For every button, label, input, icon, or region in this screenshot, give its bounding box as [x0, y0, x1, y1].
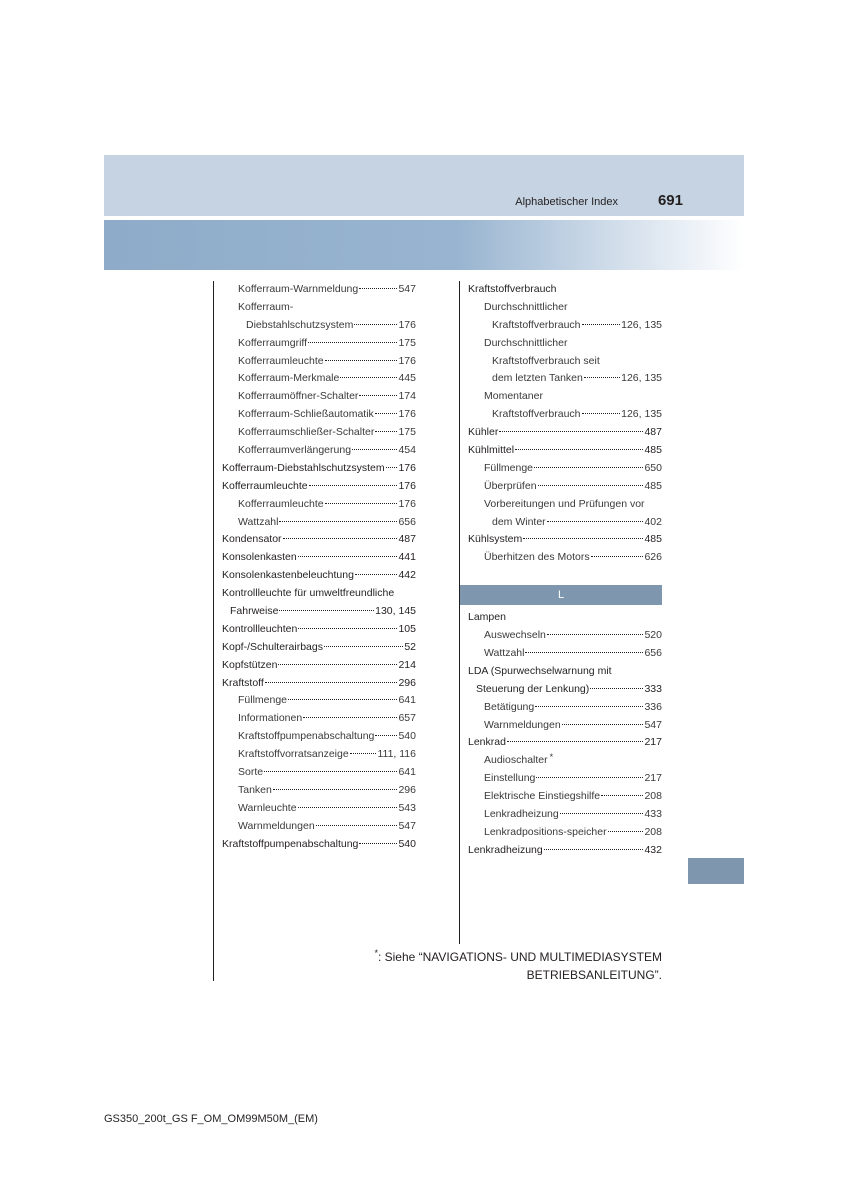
page-reference: 641	[398, 766, 416, 779]
index-entry	[222, 442, 416, 460]
page-reference: 656	[398, 515, 416, 528]
index-term: dem letzten Tanken	[492, 372, 583, 385]
footnote-star: *	[549, 752, 554, 763]
page-reference: 485	[644, 444, 662, 457]
index-term: Kühler	[468, 426, 499, 439]
index-entry	[468, 549, 662, 567]
index-entry	[222, 424, 416, 442]
page-reference: 547	[398, 819, 416, 832]
index-term: Kofferraumgriff	[238, 336, 308, 349]
footnote	[330, 944, 662, 984]
page-reference: 540	[398, 837, 416, 850]
dot-leader	[264, 771, 397, 772]
left-column-rule	[213, 281, 214, 981]
dot-leader	[308, 342, 397, 343]
index-term: Kontrollleuchte für umweltfreundliche	[222, 587, 395, 600]
page-reference: 208	[644, 825, 662, 838]
dot-leader	[591, 556, 644, 557]
index-entry	[468, 442, 662, 460]
index-group-l	[468, 609, 662, 859]
index-term: Lenkradheizung	[468, 843, 543, 856]
index-entry	[222, 281, 416, 299]
index-entry	[222, 353, 416, 371]
page-reference: 336	[644, 700, 662, 713]
index-term: Warnleuchte	[238, 801, 297, 814]
section-title: Alphabetischer Index	[515, 196, 618, 208]
index-entry	[222, 818, 416, 836]
index-term: Tanken	[238, 783, 272, 796]
page-reference: 176	[398, 461, 416, 474]
index-entry	[468, 514, 662, 532]
index-term: Kofferraumleuchte	[238, 354, 324, 367]
index-entry	[222, 728, 416, 746]
index-column-left	[222, 281, 416, 854]
page-reference: 487	[644, 426, 662, 439]
index-entry	[222, 370, 416, 388]
index-term: Kraftstoffverbrauch	[492, 408, 581, 421]
page-reference: 52	[404, 640, 416, 653]
dot-leader	[386, 467, 398, 468]
index-term: Elektrische Einstiegshilfe	[484, 790, 601, 803]
index-column-right	[468, 281, 662, 860]
page-reference: 130, 145	[375, 605, 416, 618]
dot-leader	[298, 628, 397, 629]
index-entry	[468, 281, 662, 299]
index-term: Kofferraumleuchte	[222, 479, 308, 492]
index-entry	[468, 681, 662, 699]
index-entry	[222, 531, 416, 549]
index-entry	[222, 388, 416, 406]
page-reference: 174	[398, 390, 416, 403]
dot-leader	[375, 431, 397, 432]
page-reference: 432	[644, 843, 662, 856]
page-reference: 175	[398, 336, 416, 349]
dot-leader	[325, 360, 398, 361]
index-term: Konsolenkasten	[222, 551, 297, 564]
dot-leader	[547, 634, 644, 635]
page-reference: 547	[644, 718, 662, 731]
index-entry	[222, 746, 416, 764]
dot-leader	[535, 706, 643, 707]
index-entry	[222, 675, 416, 693]
page-reference: 540	[398, 730, 416, 743]
index-entry	[222, 460, 416, 478]
page-reference: 296	[398, 783, 416, 796]
index-entry	[468, 353, 662, 371]
index-entry	[222, 764, 416, 782]
page-number: 691	[657, 192, 683, 209]
index-entry	[222, 406, 416, 424]
page-reference: 485	[644, 479, 662, 492]
index-term: Fahrweise	[230, 605, 279, 618]
page-reference: 176	[398, 408, 416, 421]
page-reference: 111, 116	[377, 748, 416, 761]
index-entry	[468, 770, 662, 788]
dot-leader	[359, 288, 397, 289]
index-entry	[468, 788, 662, 806]
dot-leader	[525, 652, 643, 653]
letter-section-band: L	[460, 585, 662, 605]
page-reference: 641	[398, 694, 416, 707]
index-term: Steuerung der Lenkung)	[476, 682, 590, 695]
page-reference: 520	[644, 629, 662, 642]
index-group-k	[468, 281, 662, 567]
dot-leader	[359, 395, 397, 396]
index-entry	[468, 478, 662, 496]
page-reference: 626	[644, 551, 662, 564]
index-entry	[222, 514, 416, 532]
index-term: Kraftstoffverbrauch	[468, 283, 557, 295]
index-entry	[222, 317, 416, 335]
dot-leader	[375, 413, 398, 414]
footnote-marker: *	[374, 948, 378, 958]
index-entry	[222, 782, 416, 800]
index-term: Kofferraumleuchte	[238, 497, 324, 510]
index-entry	[468, 717, 662, 735]
dot-leader	[590, 688, 643, 689]
page-reference: 296	[398, 676, 416, 689]
index-term: LDA (Spurwechselwarnung mit	[468, 664, 612, 677]
index-term: Lampen	[468, 611, 506, 624]
dot-leader	[544, 849, 644, 850]
dot-leader	[547, 521, 644, 522]
chapter-tab	[688, 858, 744, 884]
index-entry	[222, 710, 416, 728]
index-term: dem Winter	[492, 515, 546, 528]
index-term: Kraftstoff	[222, 676, 264, 689]
dot-leader	[283, 538, 398, 539]
index-entry	[468, 824, 662, 842]
index-term: Betätigung	[484, 700, 535, 713]
page-reference: 485	[644, 533, 662, 546]
index-entry	[468, 627, 662, 645]
dot-leader	[350, 753, 377, 754]
index-entry	[468, 388, 662, 406]
index-term: Diebstahlschutzsystem	[246, 318, 354, 331]
page-reference: 433	[644, 808, 662, 821]
dot-leader	[562, 724, 644, 725]
dot-leader	[340, 377, 397, 378]
index-entry	[468, 424, 662, 442]
dot-leader	[359, 843, 397, 844]
dot-leader	[352, 449, 397, 450]
index-term: Durchschnittlicher	[484, 336, 568, 349]
index-entry	[468, 531, 662, 549]
page-reference: 126, 135	[621, 318, 662, 331]
index-term: Kofferraumöffner-Schalter	[238, 390, 359, 403]
index-entry	[222, 299, 416, 317]
index-term: Kraftstoffvorratsanzeige	[238, 748, 349, 761]
dot-leader	[265, 682, 398, 683]
dot-leader	[273, 789, 398, 790]
page-reference: 126, 135	[621, 372, 662, 385]
index-entry	[222, 836, 416, 854]
index-entry	[222, 585, 416, 603]
index-term: Wattzahl	[238, 515, 279, 528]
page-reference: 657	[398, 712, 416, 725]
index-term: Füllmenge	[484, 461, 534, 474]
page-reference: 543	[398, 801, 416, 814]
index-entry	[222, 603, 416, 621]
index-entry	[222, 549, 416, 567]
index-term: Wattzahl	[484, 647, 525, 660]
index-entry	[222, 800, 416, 818]
dot-leader	[582, 413, 621, 414]
page-reference: 105	[398, 622, 416, 635]
index-entry	[468, 299, 662, 317]
index-term: Kopf-/Schulterairbags	[222, 640, 323, 653]
index-term: Durchschnittlicher	[484, 300, 568, 313]
footnote-line-1: : Siehe “NAVIGATIONS- UND MULTIMEDIASYSTEM	[377, 950, 662, 964]
index-entry	[222, 692, 416, 710]
dot-leader	[523, 538, 643, 539]
index-term: Kofferraumverlängerung	[238, 444, 352, 457]
index-term: Kondensator	[222, 533, 282, 546]
index-entry	[222, 567, 416, 585]
index-term: Lenkradheizung	[484, 808, 559, 821]
index-term: Lenkradpositions-speicher	[484, 825, 607, 838]
dot-leader	[278, 664, 397, 665]
page-reference: 441	[398, 551, 416, 564]
dot-leader	[279, 521, 397, 522]
index-term: Kofferraumschließer-Schalter	[238, 426, 375, 439]
index-entry	[468, 370, 662, 388]
page-reference: 176	[398, 354, 416, 367]
footnote-line-2: BETRIEBSANLEITUNG”.	[526, 968, 662, 982]
index-entry	[468, 609, 662, 627]
index-term: Kopfstützen	[222, 658, 278, 671]
index-entry	[468, 645, 662, 663]
index-entry	[468, 496, 662, 514]
dot-leader	[298, 556, 398, 557]
index-entry	[468, 317, 662, 335]
dot-leader	[316, 825, 398, 826]
index-term: Sorte	[238, 766, 264, 779]
index-term: Kühlsystem	[468, 533, 523, 546]
index-term: Kofferraum-Warnmeldung	[238, 283, 359, 295]
index-term: Vorbereitungen und Prüfungen vor	[484, 497, 645, 510]
index-term: Kraftstoffverbrauch seit	[492, 354, 600, 367]
dot-leader	[584, 377, 620, 378]
index-term: Kühlmittel	[468, 444, 515, 457]
page-reference: 656	[644, 647, 662, 660]
index-term: Kofferraum-Diebstahlschutzsystem	[222, 461, 385, 474]
index-term: Kofferraum-	[238, 300, 294, 313]
index-term: Kraftstoffverbrauch	[492, 318, 581, 331]
index-term: Kontrollleuchten	[222, 622, 298, 635]
page-reference: 442	[398, 569, 416, 582]
dot-leader	[534, 467, 643, 468]
dot-leader	[601, 795, 643, 796]
index-entry	[222, 335, 416, 353]
page-reference: 176	[398, 497, 416, 510]
index-term: Auswechseln	[484, 629, 546, 642]
index-entry	[468, 752, 662, 770]
page-reference: 217	[644, 772, 662, 785]
dot-leader	[298, 807, 398, 808]
index-entry	[222, 657, 416, 675]
page-reference: 126, 135	[621, 408, 662, 421]
index-entry	[468, 663, 662, 681]
index-entry	[222, 639, 416, 657]
index-term: Warnmeldungen	[238, 819, 315, 832]
dot-leader	[279, 610, 374, 611]
index-entry	[468, 734, 662, 752]
dot-leader	[375, 735, 397, 736]
index-entry	[468, 460, 662, 478]
page-reference: 214	[398, 658, 416, 671]
index-term: Lenkrad	[468, 736, 506, 749]
dot-leader	[536, 777, 643, 778]
page-reference: 454	[398, 444, 416, 457]
index-entry	[468, 806, 662, 824]
dot-leader	[355, 574, 398, 575]
dot-leader	[324, 646, 403, 647]
index-term: Kofferraum-Schließautomatik	[238, 408, 374, 421]
dot-leader	[354, 324, 397, 325]
dot-leader	[288, 699, 397, 700]
dot-leader	[608, 831, 644, 832]
index-entry	[468, 699, 662, 717]
index-term: Füllmenge	[238, 694, 288, 707]
index-term: Kraftstoffpumpenabschaltung	[222, 837, 359, 850]
dot-leader	[582, 324, 621, 325]
index-entry	[468, 842, 662, 860]
index-term: Überprüfen	[484, 479, 537, 492]
document-code: GS350_200t_GS F_OM_OM99M50M_(EM)	[104, 1113, 318, 1125]
dot-leader	[538, 485, 644, 486]
page-reference: 333	[644, 682, 662, 695]
index-entry	[222, 478, 416, 496]
index-term: Informationen	[238, 712, 303, 725]
page-reference: 650	[644, 461, 662, 474]
index-term: Audioschalter	[484, 754, 548, 767]
page-reference: 176	[398, 318, 416, 331]
index-entry	[468, 335, 662, 353]
index-term: Einstellung	[484, 772, 536, 785]
page-reference: 547	[398, 283, 416, 295]
dot-leader	[560, 813, 644, 814]
page-reference: 175	[398, 426, 416, 439]
page-reference: 445	[398, 372, 416, 385]
index-entry	[468, 406, 662, 424]
dot-leader	[309, 485, 398, 486]
index-entry	[222, 496, 416, 514]
dot-leader	[499, 431, 643, 432]
index-term: Momentaner	[484, 390, 543, 403]
header-band-gradient	[104, 220, 744, 270]
index-term: Konsolenkastenbeleuchtung	[222, 569, 354, 582]
center-column-rule	[459, 281, 460, 944]
index-term: Kofferraum-Merkmale	[238, 372, 340, 385]
index-term: Warnmeldungen	[484, 718, 561, 731]
dot-leader	[303, 717, 397, 718]
index-entry	[222, 621, 416, 639]
index-term: Überhitzen des Motors	[484, 551, 590, 564]
page-reference: 217	[644, 736, 662, 749]
dot-leader	[325, 503, 398, 504]
dot-leader	[515, 449, 643, 450]
dot-leader	[507, 741, 644, 742]
page-reference: 402	[644, 515, 662, 528]
index-term: Kraftstoffpumpenabschaltung	[238, 730, 375, 743]
page-reference: 487	[398, 533, 416, 546]
page-reference: 208	[644, 790, 662, 803]
page-reference: 176	[398, 479, 416, 492]
